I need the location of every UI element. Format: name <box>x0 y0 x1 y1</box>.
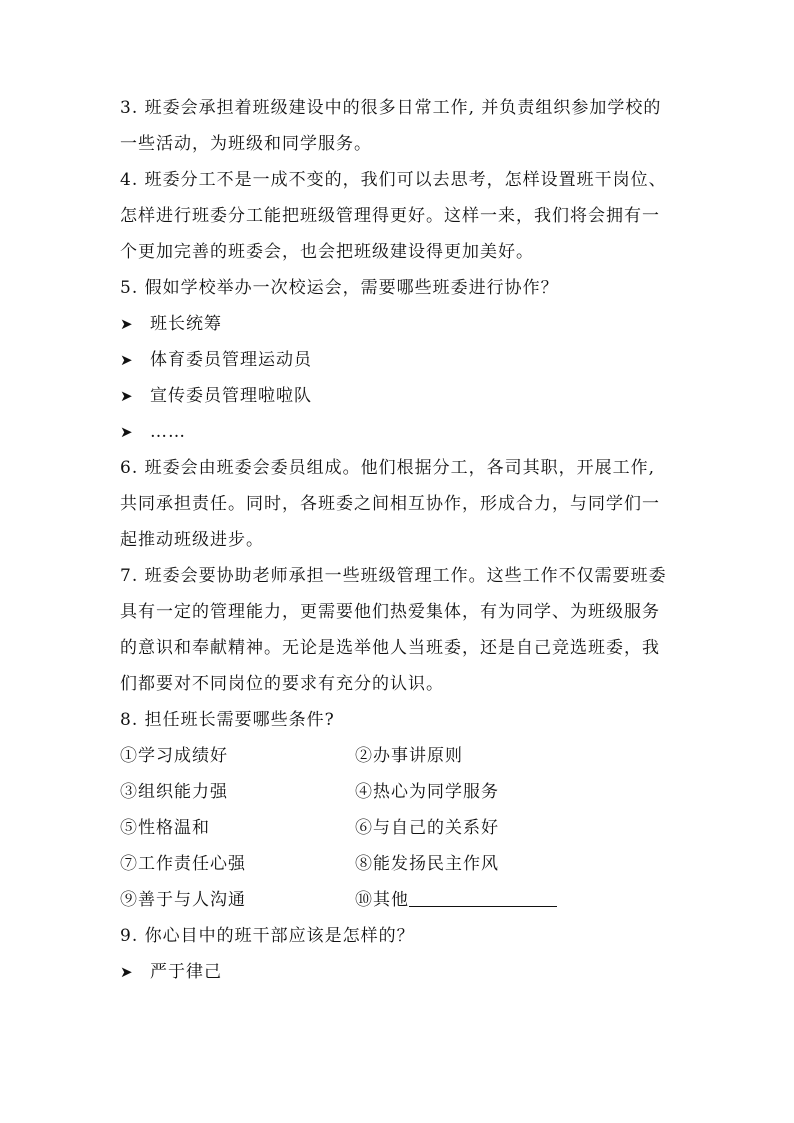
paragraph-6-line: 6. 班委会由班委会委员组成。他们根据分工，各司其职，开展工作, <box>120 458 656 478</box>
option-item: ①学习成绩好 <box>120 746 228 766</box>
arrow-bullet-icon: ➤ <box>120 315 134 333</box>
paragraph-7-line: 7. 班委会要协助老师承担一些班级管理工作。这些工作不仅需要班委 <box>120 566 667 586</box>
option-item: ⑦工作责任心强 <box>120 854 246 874</box>
paragraph-6-line: 起推动班级进步。 <box>120 530 264 550</box>
bullet-item <box>120 342 680 378</box>
question-9: 9. 你心目中的班干部应该是怎样的？ <box>120 926 415 946</box>
option-row <box>120 882 680 918</box>
paragraph-7-line: 们都要对不同岗位的要求有充分的认识。 <box>120 674 444 694</box>
bullet-text: 班长统筹 <box>150 314 222 334</box>
bullet-item <box>120 414 680 450</box>
arrow-bullet-icon: ➤ <box>120 387 134 405</box>
arrow-bullet-icon: ➤ <box>120 963 134 981</box>
option-item: ③组织能力强 <box>120 782 228 802</box>
paragraph-4-line: 个更加完善的班委会，也会把班级建设得更加美好。 <box>120 242 534 262</box>
paragraph-7-line: 具有一定的管理能力，更需要他们热爱集体，有为同学、为班级服务 <box>120 602 660 622</box>
arrow-bullet-icon: ➤ <box>120 423 134 441</box>
option-item: ⑧能发扬民主作风 <box>355 854 499 874</box>
paragraph-4-line: 4. 班委分工不是一成不变的，我们可以去思考，怎样设置班干岗位、 <box>120 170 667 190</box>
paragraph-3-line: 3. 班委会承担着班级建设中的很多日常工作, 并负责组织参加学校的 <box>120 98 662 118</box>
paragraph-4-line: 怎样进行班委分工能把班级管理得更好。这样一来，我们将会拥有一 <box>120 206 660 226</box>
bullet-text: 宣传委员管理啦啦队 <box>150 386 312 406</box>
option-item: ⑩其他 <box>355 890 409 910</box>
question-5: 5. 假如学校举办一次校运会，需要哪些班委进行协作？ <box>120 278 559 298</box>
question-8: 8. 担任班长需要哪些条件? <box>120 710 335 730</box>
bullet-text: 严于律己 <box>150 962 222 982</box>
bullet-item <box>120 378 680 414</box>
paragraph-6-line: 共同承担责任。同时，各班委之间相互协作，形成合力，与同学们一 <box>120 494 660 514</box>
option-item: ⑨善于与人沟通 <box>120 890 246 910</box>
paragraph-3-line: 一些活动，为班级和同学服务。 <box>120 134 372 154</box>
option-item: ④热心为同学服务 <box>355 782 499 802</box>
fill-in-blank <box>409 892 557 907</box>
option-item: ⑥与自己的关系好 <box>355 818 499 838</box>
bullet-item <box>120 306 680 342</box>
paragraph-7-line: 的意识和奉献精神。无论是选举他人当班委，还是自己竞选班委，我 <box>120 638 660 658</box>
bullet-text: …… <box>150 422 186 442</box>
bullet-text: 体育委员管理运动员 <box>150 350 312 370</box>
option-row <box>120 738 680 774</box>
option-item-other <box>355 882 557 918</box>
option-row <box>120 810 680 846</box>
option-item: ②办事讲原则 <box>355 746 463 766</box>
bullet-item <box>120 954 680 990</box>
option-row <box>120 774 680 810</box>
arrow-bullet-icon: ➤ <box>120 351 134 369</box>
document-content <box>120 90 680 990</box>
option-item: ⑤性格温和 <box>120 818 210 838</box>
option-row <box>120 846 680 882</box>
